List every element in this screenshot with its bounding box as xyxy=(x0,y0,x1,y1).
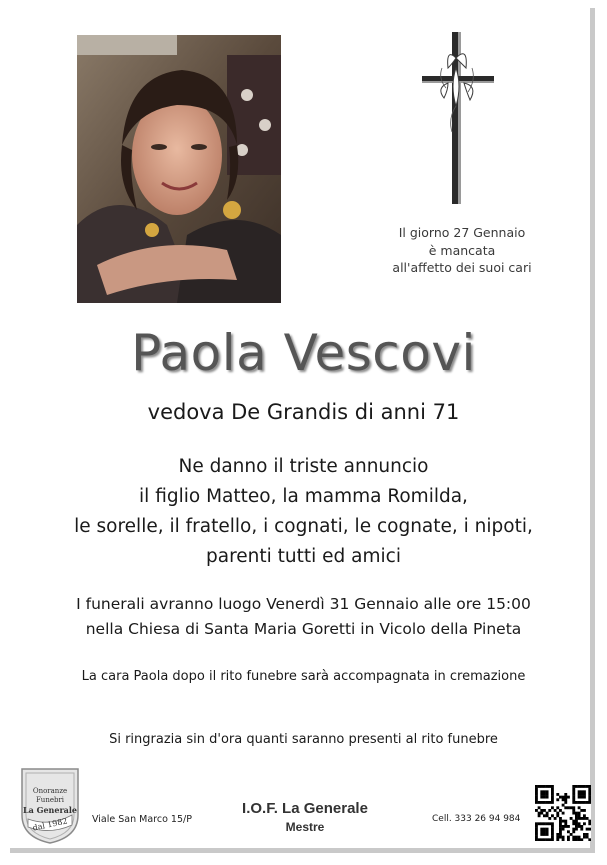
logo-line: La Generale xyxy=(23,805,77,815)
funeral-line: I funerali avranno luogo Venerdì 31 Gennaio alle ore 15:00 xyxy=(76,595,531,613)
announcement-line: le sorelle, il fratello, i cognati, le cognate, i nipoti, xyxy=(74,516,533,537)
phone: Cell. 333 26 94 984 xyxy=(432,814,521,824)
logo-line: Funebri xyxy=(35,796,65,804)
company-city: Mestre xyxy=(285,820,325,834)
death-notice-line: Il giorno 27 Gennaio xyxy=(398,225,526,240)
funeral-home-logo xyxy=(18,765,82,845)
death-notice-line: è mancata xyxy=(428,242,496,258)
death-notice-line: all'affetto dei suoi cari xyxy=(392,260,532,275)
deceased-subtitle: vedova De Grandis di anni 71 xyxy=(147,400,460,424)
funeral-info xyxy=(0,592,607,642)
death-notice xyxy=(368,224,556,277)
logo-line: Onoranze xyxy=(32,787,68,795)
company-name: I.O.F. La Generale xyxy=(242,800,368,817)
thanks-text: Si ringrazia sin d'ora quanti saranno presenti al rito funebre xyxy=(109,732,498,747)
address: Viale San Marco 15/P xyxy=(92,814,192,825)
announcement-line: Ne danno il triste annuncio xyxy=(178,456,429,477)
qr-code-icon[interactable] xyxy=(535,785,591,841)
deceased-name: Paola Vescovi xyxy=(131,324,476,382)
funeral-line: nella Chiesa di Santa Maria Goretti in Vicolo della Pineta xyxy=(85,620,522,638)
deceased-photo xyxy=(77,35,281,303)
company xyxy=(200,800,410,834)
announcement-line: parenti tutti ed amici xyxy=(206,546,401,567)
announcement xyxy=(0,452,607,572)
logo-line: dal 1982 xyxy=(31,816,69,833)
cross-with-lily-icon xyxy=(418,28,498,208)
cremation-text: La cara Paola dopo il rito funebre sarà accompagnata in cremazione xyxy=(81,669,526,684)
announcement-line: il figlio Matteo, la mamma Romilda, xyxy=(139,486,468,507)
